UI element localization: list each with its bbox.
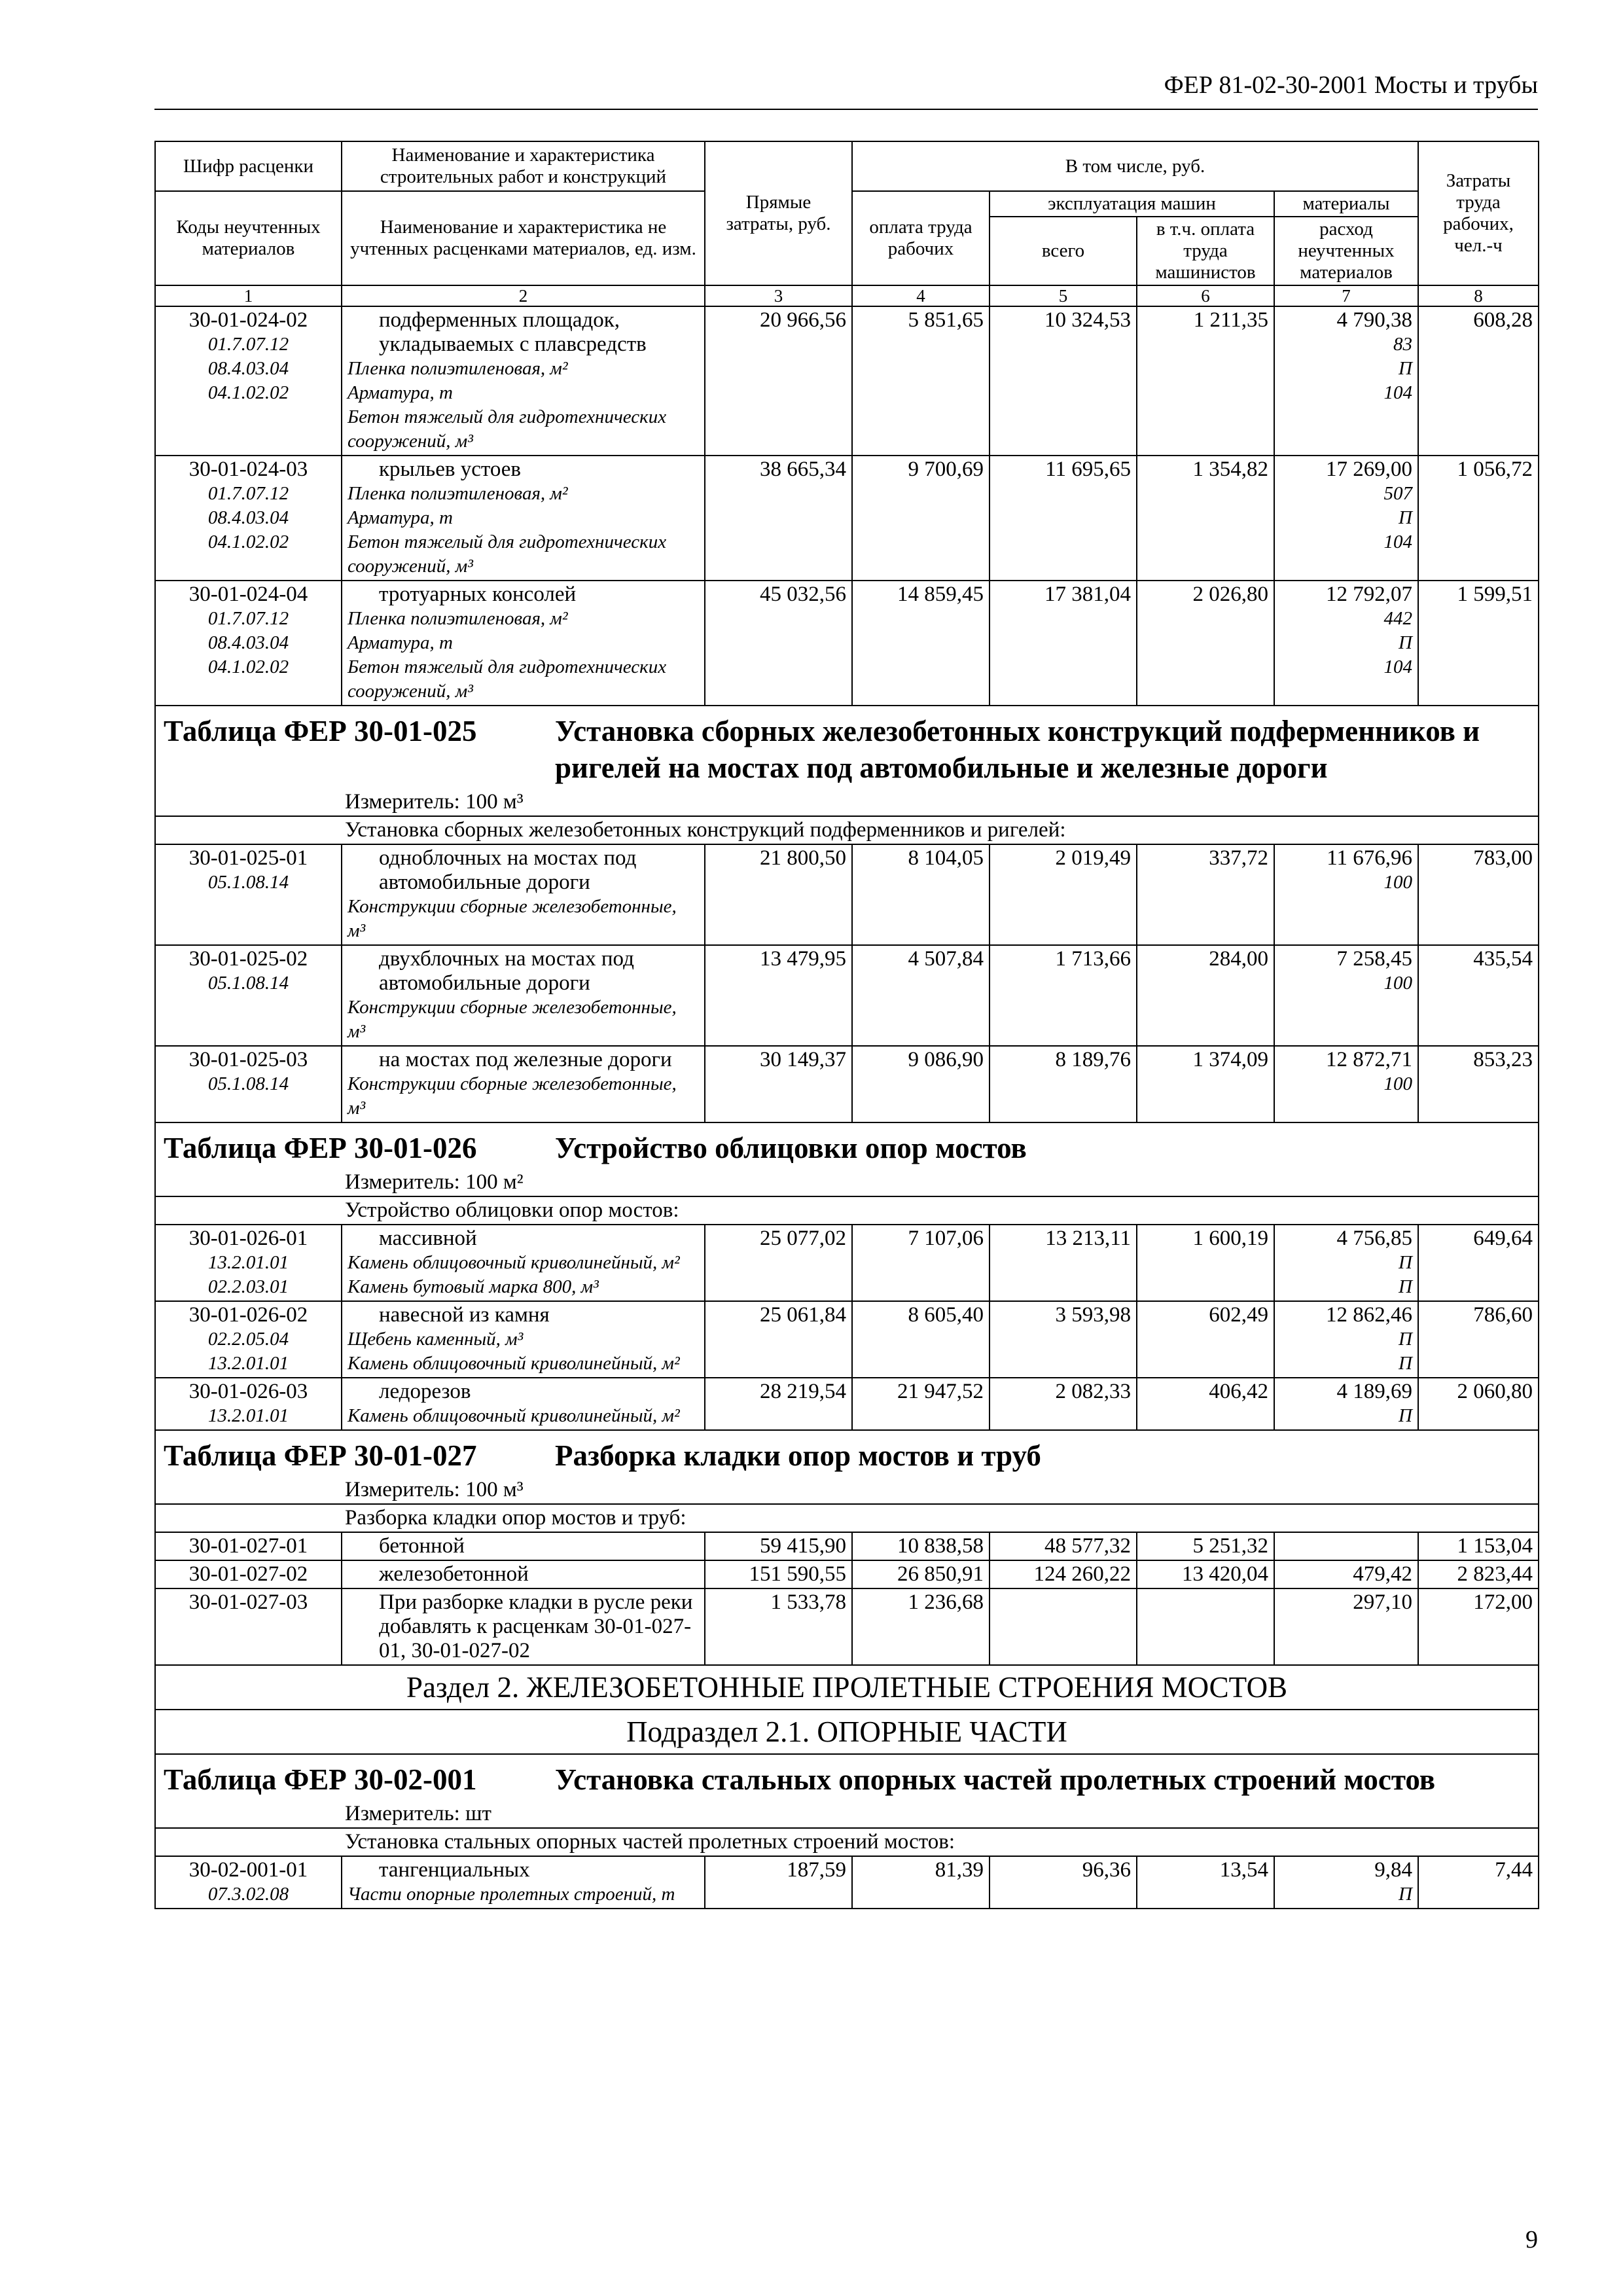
materials-cost: 4 790,38 [1336, 308, 1412, 332]
materials-cost: 12 872,71 [1326, 1048, 1412, 1071]
table-label: Таблица ФЕР 30-02-001 [164, 1763, 477, 1796]
col-matcode-header: Коды неучтенных материалов [155, 191, 342, 285]
rate-name-cell [342, 1301, 705, 1378]
column-number: 1 [155, 285, 342, 306]
rate-name: При разборке кладки в русле реки добавлять к расценкам 30-01-027-01, 30-01-027-02 [379, 1590, 693, 1662]
material-code: 05.1.08.14 [207, 1073, 289, 1094]
materials-cost: 17 269,00 [1326, 457, 1412, 481]
rate-name-cell [342, 1588, 705, 1665]
table-name: Устройство облицовки опор мостов [555, 1132, 1027, 1164]
rate-name-cell [342, 844, 705, 945]
material-code: 04.1.02.02 [207, 531, 289, 552]
materials-cell [1274, 306, 1418, 456]
rate-name-cell [342, 1560, 705, 1588]
labor-hours: 786,60 [1418, 1301, 1539, 1378]
col-name-header: Наименование и характеристика строительных работ и конструкций [342, 141, 705, 191]
material-qty: П [1399, 1353, 1412, 1374]
rate-code-cell [155, 844, 342, 945]
material-qty: 442 [1383, 608, 1412, 629]
material-qty: 104 [1383, 382, 1412, 403]
rate-row [155, 1588, 1539, 1665]
material-qty: П [1399, 1405, 1412, 1426]
direct-cost: 21 800,50 [705, 844, 852, 945]
table-label: Таблица ФЕР 30-01-027 [164, 1439, 477, 1472]
direct-cost: 30 149,37 [705, 1046, 852, 1122]
rate-name-cell [342, 945, 705, 1046]
machines-cost: 2 019,49 [990, 844, 1137, 945]
machines-cost: 8 189,76 [990, 1046, 1137, 1122]
rate-row [155, 945, 1539, 1046]
labor-hours: 783,00 [1418, 844, 1539, 945]
rate-row [155, 1301, 1539, 1378]
material-code: 01.7.07.12 [207, 483, 289, 504]
labor-cost: 4 507,84 [852, 945, 990, 1046]
material-qty: П [1399, 1884, 1412, 1905]
machines-cost: 3 593,98 [990, 1301, 1137, 1378]
rate-name: навесной из камня [379, 1303, 550, 1327]
rate-code: 30-01-027-02 [188, 1562, 308, 1586]
rate-code-cell [155, 581, 342, 706]
material-qty: 100 [1383, 973, 1412, 994]
column-number: 8 [1418, 285, 1539, 306]
running-header: ФЕР 81-02-30-2001 Мосты и трубы [1164, 71, 1538, 99]
column-numbers-row [155, 285, 1539, 306]
material-name: Щебень каменный, м³ [348, 1329, 524, 1350]
measure-row [155, 1477, 1539, 1504]
material-qty: 100 [1383, 872, 1412, 893]
rate-name: одноблочных на мостах под автомобильные дороги [379, 846, 637, 894]
rate-code-cell [155, 1856, 342, 1909]
rate-code-cell [155, 1588, 342, 1665]
rate-code-cell [155, 1378, 342, 1430]
table-title-cell [155, 1430, 1539, 1477]
rate-row [155, 1560, 1539, 1588]
col-operators-header: в т.ч. оплата труда машинистов [1137, 217, 1274, 285]
machines-cost: 96,36 [990, 1856, 1137, 1909]
rate-code-cell [155, 456, 342, 581]
rate-code: 30-01-025-02 [188, 947, 308, 971]
machines-cost [990, 1588, 1137, 1665]
material-name: Конструкции сборные железобетонные, м³ [348, 997, 677, 1042]
table-intro: Разборка кладки опор мостов и труб: [155, 1504, 1539, 1532]
direct-cost: 25 077,02 [705, 1225, 852, 1301]
rate-name-cell [342, 306, 705, 456]
material-name: Пленка полиэтиленовая, м² [348, 358, 568, 379]
table-name: Установка стальных опорных частей пролетных строений мостов [555, 1763, 1436, 1796]
material-name: Пленка полиэтиленовая, м² [348, 608, 568, 629]
material-code: 04.1.02.02 [207, 656, 289, 677]
rate-name-cell [342, 1532, 705, 1560]
intro-row [155, 816, 1539, 844]
materials-cost: 12 862,46 [1326, 1303, 1412, 1327]
rate-name: тротуарных консолей [379, 583, 577, 606]
col-matqty-header: расход неучтенных материалов [1274, 217, 1418, 285]
material-code: 07.3.02.08 [207, 1884, 289, 1905]
material-qty: П [1399, 632, 1412, 653]
material-code: 13.2.01.01 [207, 1353, 289, 1374]
labor-hours: 1 599,51 [1418, 581, 1539, 706]
material-qty: 100 [1383, 1073, 1412, 1094]
rate-code: 30-01-024-04 [188, 583, 308, 606]
direct-cost: 45 032,56 [705, 581, 852, 706]
operators-cost: 337,72 [1137, 844, 1274, 945]
labor-cost: 1 236,68 [852, 1588, 990, 1665]
rate-code-cell [155, 1301, 342, 1378]
intro-row [155, 1828, 1539, 1856]
material-name: Бетон тяжелый для гидротехнических сооружений, м³ [348, 656, 667, 702]
col-materials-header: материалы [1274, 191, 1418, 217]
materials-cost: 4 189,69 [1336, 1380, 1412, 1403]
measure-unit: Измеритель: 100 м² [155, 1169, 1539, 1196]
machines-cost: 124 260,22 [990, 1560, 1137, 1588]
rate-name: на мостах под железные дороги [379, 1048, 672, 1071]
material-name: Части опорные пролетных строений, т [348, 1884, 675, 1905]
material-qty: 104 [1383, 656, 1412, 677]
rate-row [155, 581, 1539, 706]
rates-table [154, 141, 1539, 1909]
table-intro: Установка стальных опорных частей пролетных строений мостов: [155, 1828, 1539, 1856]
operators-cost: 1 600,19 [1137, 1225, 1274, 1301]
labor-cost: 5 851,65 [852, 306, 990, 456]
material-qty: П [1399, 1252, 1412, 1273]
material-code: 08.4.03.04 [207, 507, 289, 528]
materials-cell [1274, 1046, 1418, 1122]
col-code-header: Шифр расценки [155, 141, 342, 191]
labor-cost: 7 107,06 [852, 1225, 990, 1301]
direct-cost: 28 219,54 [705, 1378, 852, 1430]
material-code: 13.2.01.01 [207, 1252, 289, 1273]
col-group-header: В том числе, руб. [852, 141, 1418, 191]
rate-name: двухблочных на мостах под автомобильные дороги [379, 947, 634, 995]
material-name: Бетон тяжелый для гидротехнических сооружений, м³ [348, 531, 667, 577]
direct-cost: 25 061,84 [705, 1301, 852, 1378]
table-name: Установка сборных железобетонных конструкций подферменников и ригелей на мостах под автомобильные и железные дороги [555, 715, 1480, 784]
labor-hours: 2 823,44 [1418, 1560, 1539, 1588]
rate-name-cell [342, 1856, 705, 1909]
direct-cost: 59 415,90 [705, 1532, 852, 1560]
materials-cost: 9,84 [1374, 1858, 1412, 1882]
operators-cost: 406,42 [1137, 1378, 1274, 1430]
section-title: Раздел 2. ЖЕЛЕЗОБЕТОННЫЕ ПРОЛЕТНЫЕ СТРОЕНИЯ МОСТОВ [155, 1665, 1539, 1710]
labor-cost: 26 850,91 [852, 1560, 990, 1588]
machines-cost: 10 324,53 [990, 306, 1137, 456]
labor-hours: 435,54 [1418, 945, 1539, 1046]
labor-hours: 1 153,04 [1418, 1532, 1539, 1560]
rate-name-cell [342, 1225, 705, 1301]
rate-name-cell [342, 456, 705, 581]
material-qty: П [1399, 358, 1412, 379]
col-direct-header: Прямые затраты, руб. [705, 141, 852, 285]
labor-hours: 2 060,80 [1418, 1378, 1539, 1430]
material-qty: П [1399, 1329, 1412, 1350]
operators-cost: 284,00 [1137, 945, 1274, 1046]
material-code: 01.7.07.12 [207, 608, 289, 629]
machines-cost: 13 213,11 [990, 1225, 1137, 1301]
table-header [155, 141, 1539, 306]
table-label: Таблица ФЕР 30-01-026 [164, 1132, 477, 1164]
materials-cell [1274, 945, 1418, 1046]
operators-cost: 13,54 [1137, 1856, 1274, 1909]
column-number: 2 [342, 285, 705, 306]
intro-row [155, 1504, 1539, 1532]
rate-code-cell [155, 1532, 342, 1560]
section-title-row [155, 1665, 1539, 1710]
rate-name-cell [342, 581, 705, 706]
material-name: Арматура, т [348, 382, 453, 403]
table-title-row [155, 1754, 1539, 1801]
rate-code-cell [155, 306, 342, 456]
materials-cell [1274, 1225, 1418, 1301]
material-code: 08.4.03.04 [207, 632, 289, 653]
material-code: 02.2.05.04 [207, 1329, 289, 1350]
rate-name: массивной [379, 1227, 477, 1250]
col-machines-header: эксплуатация машин [990, 191, 1274, 217]
material-code: 04.1.02.02 [207, 382, 289, 403]
operators-cost [1137, 1588, 1274, 1665]
table-title-row [155, 1430, 1539, 1477]
materials-cell [1274, 456, 1418, 581]
material-code: 05.1.08.14 [207, 872, 289, 893]
rate-row [155, 1532, 1539, 1560]
measure-row [155, 1801, 1539, 1828]
operators-cost: 1 211,35 [1137, 306, 1274, 456]
labor-cost: 14 859,45 [852, 581, 990, 706]
machines-cost: 11 695,65 [990, 456, 1137, 581]
material-qty: 507 [1383, 483, 1412, 504]
material-name: Камень облицовочный криволинейный, м² [348, 1353, 680, 1374]
machines-cost: 1 713,66 [990, 945, 1137, 1046]
materials-cell [1274, 1588, 1418, 1665]
material-code: 08.4.03.04 [207, 358, 289, 379]
materials-cost: 7 258,45 [1336, 947, 1412, 971]
material-name: Камень облицовочный криволинейный, м² [348, 1405, 680, 1426]
table-body [155, 306, 1539, 1909]
labor-hours: 853,23 [1418, 1046, 1539, 1122]
column-number: 5 [990, 285, 1137, 306]
rate-row [155, 1378, 1539, 1430]
labor-cost: 9 086,90 [852, 1046, 990, 1122]
rate-code: 30-01-024-03 [188, 457, 308, 481]
rate-name: тангенциальных [379, 1858, 530, 1882]
column-number: 6 [1137, 285, 1274, 306]
machines-cost: 2 082,33 [990, 1378, 1137, 1430]
table-title [161, 713, 1533, 786]
material-name: Камень облицовочный криволинейный, м² [348, 1252, 680, 1273]
operators-cost: 13 420,04 [1137, 1560, 1274, 1588]
rate-code: 30-02-001-01 [188, 1858, 308, 1882]
direct-cost: 13 479,95 [705, 945, 852, 1046]
page-number: 9 [1525, 2226, 1538, 2253]
rate-row [155, 1225, 1539, 1301]
materials-cost: 479,42 [1353, 1562, 1412, 1586]
material-qty: П [1399, 1276, 1412, 1297]
direct-cost: 1 533,78 [705, 1588, 852, 1665]
table-title-cell [155, 1122, 1539, 1169]
material-name: Арматура, т [348, 632, 453, 653]
intro-row [155, 1196, 1539, 1225]
material-code: 13.2.01.01 [207, 1405, 289, 1426]
table-title [161, 1761, 1533, 1798]
material-code: 01.7.07.12 [207, 334, 289, 355]
rate-name-cell [342, 1378, 705, 1430]
labor-cost: 21 947,52 [852, 1378, 990, 1430]
materials-cell [1274, 581, 1418, 706]
column-number: 4 [852, 285, 990, 306]
labor-cost: 8 104,05 [852, 844, 990, 945]
rate-code: 30-01-024-02 [188, 308, 308, 332]
rate-code: 30-01-026-01 [188, 1227, 308, 1250]
material-name: Арматура, т [348, 507, 453, 528]
rate-code: 30-01-025-01 [188, 846, 308, 870]
column-number: 7 [1274, 285, 1418, 306]
col-hours-header: Затраты труда рабочих, чел.-ч [1418, 141, 1539, 285]
subsection-title-row [155, 1710, 1539, 1754]
labor-hours: 649,64 [1418, 1225, 1539, 1301]
material-name: Конструкции сборные железобетонные, м³ [348, 1073, 677, 1119]
materials-cost: 4 756,85 [1336, 1227, 1412, 1250]
rate-code-cell [155, 1046, 342, 1122]
materials-cell [1274, 1856, 1418, 1909]
rate-code: 30-01-027-01 [188, 1534, 308, 1558]
measure-unit: Измеритель: 100 м³ [155, 789, 1539, 816]
materials-cell [1274, 1532, 1418, 1560]
operators-cost: 602,49 [1137, 1301, 1274, 1378]
labor-cost: 10 838,58 [852, 1532, 990, 1560]
table-intro: Установка сборных железобетонных конструкций подферменников и ригелей: [155, 816, 1539, 844]
material-name: Камень бутовый марка 800, м³ [348, 1276, 599, 1297]
direct-cost: 38 665,34 [705, 456, 852, 581]
materials-cell [1274, 1378, 1418, 1430]
materials-cell [1274, 844, 1418, 945]
rate-code: 30-01-025-03 [188, 1048, 308, 1071]
material-code: 05.1.08.14 [207, 973, 289, 994]
labor-hours: 1 056,72 [1418, 456, 1539, 581]
material-qty: П [1399, 507, 1412, 528]
rate-name-cell [342, 1046, 705, 1122]
table-title [161, 1437, 1533, 1474]
rate-name: крыльев устоев [379, 457, 521, 481]
labor-cost: 81,39 [852, 1856, 990, 1909]
materials-cost: 11 676,96 [1327, 846, 1412, 870]
labor-hours: 172,00 [1418, 1588, 1539, 1665]
rate-code: 30-01-026-02 [188, 1303, 308, 1327]
machines-cost: 48 577,32 [990, 1532, 1137, 1560]
rate-row [155, 1856, 1539, 1909]
operators-cost: 5 251,32 [1137, 1532, 1274, 1560]
materials-cost: 297,10 [1353, 1590, 1412, 1614]
rate-row [155, 844, 1539, 945]
material-name: Бетон тяжелый для гидротехнических сооружений, м³ [348, 406, 667, 452]
labor-hours: 608,28 [1418, 306, 1539, 456]
table-label: Таблица ФЕР 30-01-025 [164, 715, 477, 747]
operators-cost: 1 354,82 [1137, 456, 1274, 581]
materials-cost: 12 792,07 [1326, 583, 1412, 606]
materials-cell [1274, 1301, 1418, 1378]
header-rule [154, 109, 1538, 110]
table-title-cell [155, 1754, 1539, 1801]
rate-row [155, 306, 1539, 456]
materials-cell [1274, 1560, 1418, 1588]
direct-cost: 20 966,56 [705, 306, 852, 456]
operators-cost: 1 374,09 [1137, 1046, 1274, 1122]
material-qty: 83 [1393, 334, 1412, 355]
labor-cost: 8 605,40 [852, 1301, 990, 1378]
table-title-row [155, 706, 1539, 789]
table-name: Разборка кладки опор мостов и труб [555, 1439, 1041, 1472]
rate-name: железобетонной [379, 1562, 529, 1586]
table-intro: Устройство облицовки опор мостов: [155, 1196, 1539, 1225]
rate-code-cell [155, 1225, 342, 1301]
measure-row [155, 1169, 1539, 1196]
direct-cost: 187,59 [705, 1856, 852, 1909]
col-labor-header: оплата труда рабочих [852, 191, 990, 285]
rate-name: подферменных площадок, укладываемых с плавсредств [379, 308, 647, 356]
direct-cost: 151 590,55 [705, 1560, 852, 1588]
col-machines-total-header: всего [990, 217, 1137, 285]
rate-name: бетонной [379, 1534, 465, 1558]
material-code: 02.2.03.01 [207, 1276, 289, 1297]
labor-hours: 7,44 [1418, 1856, 1539, 1909]
rate-code: 30-01-026-03 [188, 1380, 308, 1403]
machines-cost: 17 381,04 [990, 581, 1137, 706]
rate-code-cell [155, 945, 342, 1046]
measure-row [155, 789, 1539, 816]
material-qty: 104 [1383, 531, 1412, 552]
rate-name: ледорезов [379, 1380, 471, 1403]
material-name: Пленка полиэтиленовая, м² [348, 483, 568, 504]
subsection-title: Подраздел 2.1. ОПОРНЫЕ ЧАСТИ [155, 1710, 1539, 1754]
rate-row [155, 1046, 1539, 1122]
col-matname-header: Наименование и характеристика не учтенных расценками материалов, ед. изм. [342, 191, 705, 285]
measure-unit: Измеритель: шт [155, 1801, 1539, 1828]
rate-code: 30-01-027-03 [188, 1590, 308, 1614]
column-number: 3 [705, 285, 852, 306]
rate-code-cell [155, 1560, 342, 1588]
table-title [161, 1130, 1533, 1166]
table-title-row [155, 1122, 1539, 1169]
rate-row [155, 456, 1539, 581]
measure-unit: Измеритель: 100 м³ [155, 1477, 1539, 1504]
labor-cost: 9 700,69 [852, 456, 990, 581]
material-name: Конструкции сборные железобетонные, м³ [348, 896, 677, 941]
operators-cost: 2 026,80 [1137, 581, 1274, 706]
table-title-cell [155, 706, 1539, 789]
